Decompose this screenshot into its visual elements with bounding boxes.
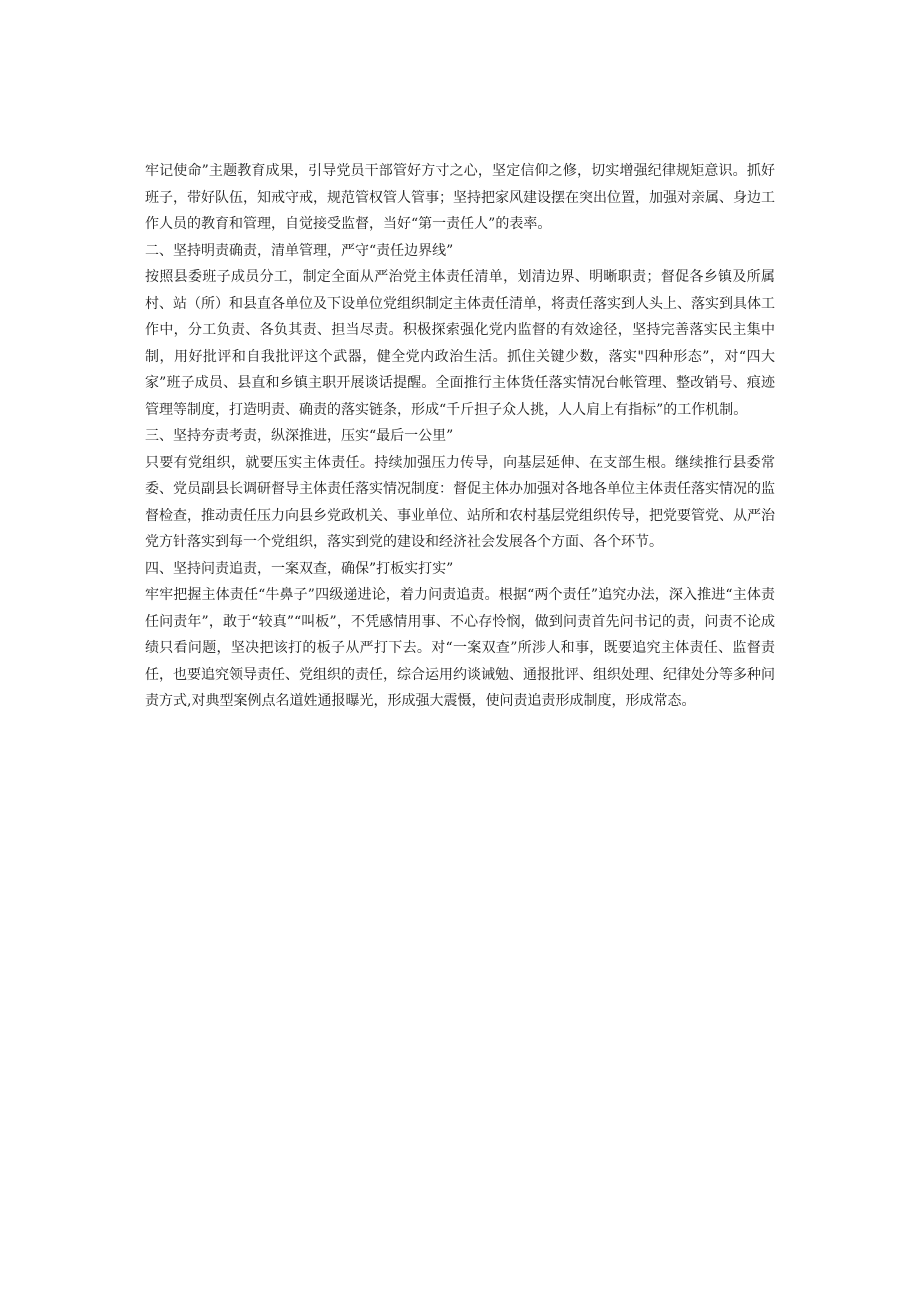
section-body-2: 按照县委班子成员分工，制定全面从严治党主体责任清单，划清边界、明晰职责；督促各乡镇及所属村、站（所）和县直各单位及下设单位党组织制定主体责任清单，将责任落实到人头上、落实到具体工作中，分工负责、各负其责、担当尽责。积极探索强化党内监督的有效途径，坚持完善落实民主集中制，用好批评和自我批评这个武器，健全党内政治生活。抓住关键少数，落实"四种形态”，对“四大家”班子成员、县直和乡镇主职开展谈话提醒。全面推行主体货任落实情况台帐管理、整改销号、痕迹管理等制度，打造明责、确责的落实链条，形成“千斤担子众人挑，人人肩上有指标”的工作机制。	[145, 269, 775, 418]
intro-paragraph: 牢记使命”主题教育成果，引导党员干部管好方寸之心，坚定信仰之修，切实增强纪律规矩意识。抓好班子，带好队伍，知戒守戒，规范管权管人管事；坚持把家风建设摆在突出位置，加强对亲属、身边工作人员的教育和管理，自觉接受监督，当好“第一责任人”的表率。	[145, 163, 775, 232]
document-page	[145, 158, 775, 715]
section-heading-4: 四、坚持问责追责，一案双查，确保”打板实打实”	[145, 560, 454, 577]
section-heading-3: 三、坚持夯责考责，纵深推进，压实“最后一公里”	[145, 428, 454, 444]
section-body-3: 只要有党组织，就要压实主体责任。持续加强压力传导，向基层延伸、在支部生根。继续推行县委常委、党员副县长调研督导主体责任落实情况制度：督促主体办加强对各地各单位主体责任落实情况的监督检查，推动责任压力向县乡党政机关、事业单位、站所和农村基层党组织传导，把党要管党、从严治党方针落实到每一个党组织，落实到党的建设和经济社会发展各个方面、各个环节。	[145, 454, 775, 550]
section-heading-2: 二、坚持明责确责，清单管理，严守“责任边界线”	[145, 242, 454, 259]
section-body-4: 牢牢把握主体责任“牛鼻子”四级递进论，着力问责追责。根据“两个责任”追究办法，深入推进“主体责任问责年”，敢于“较真”“叫板”，不凭感情用事、不心存怜悯，做到问责首先问书记的责，问责不论成绩只看问题，坚决把该打的板子从严打下去。对“一案双查”所涉人和事，既要追究主体责任、监督责任，也要追究领导责任、党组织的责任，综合运用约谈诫勉、通报批评、组织处理、纪律处分等多种问责方式,对典型案例点名道姓通报曝光，形成强大震慑，使问责追责形成制度，形成常态。	[145, 587, 775, 709]
